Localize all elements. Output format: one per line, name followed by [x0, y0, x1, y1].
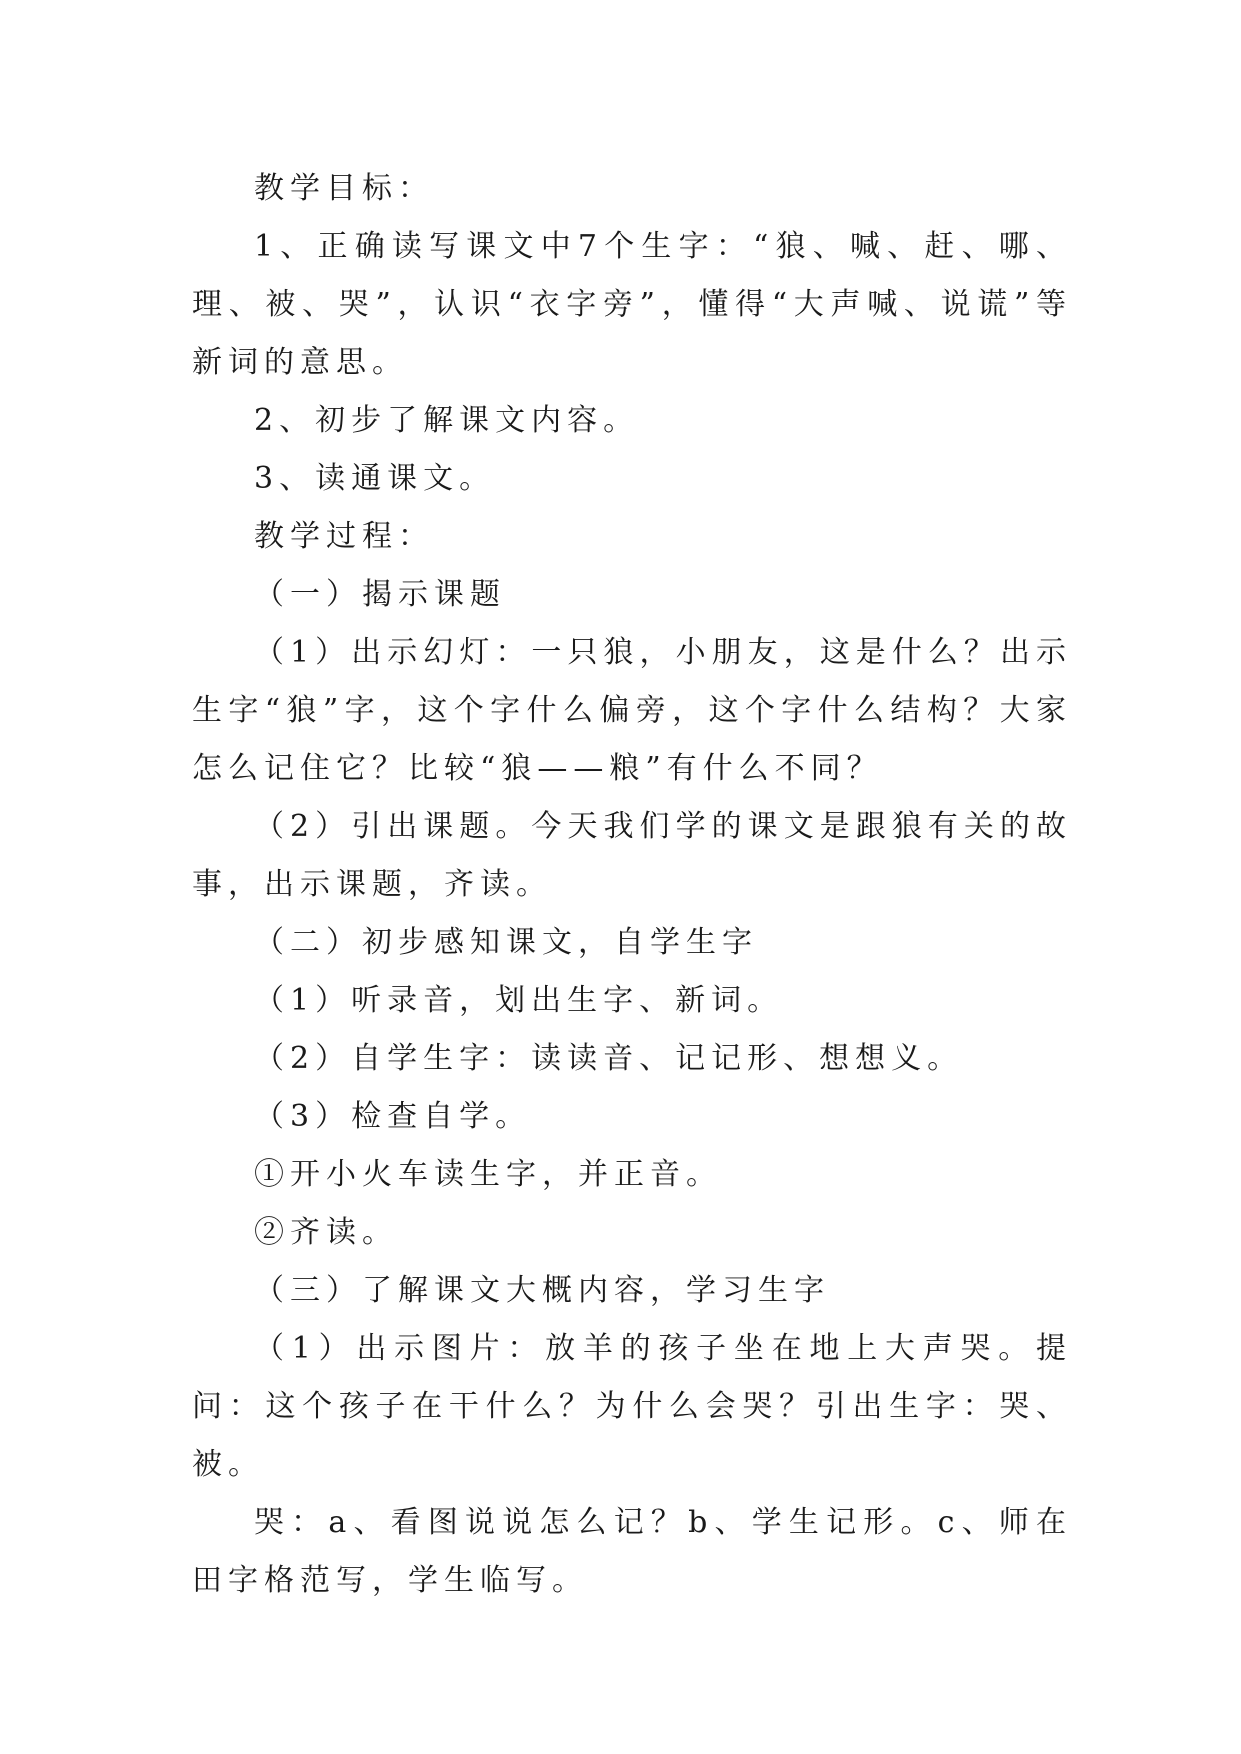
section-2-substep-2: ②齐读。	[254, 1215, 398, 1250]
heading-teaching-goals: 教学目标：	[254, 171, 434, 206]
section-2-substep-1: ①开小火车读生字，并正音。	[254, 1157, 722, 1192]
section-2-step-1: （1）听录音，划出生字、新词。	[254, 983, 784, 1018]
section-2-step-3: （3）检查自学。	[254, 1099, 532, 1134]
section-3-step-1: （1）出示图片：放羊的孩子坐在地上大声哭。提问：这个孩子在干什么？为什么会哭？引出生字：哭、被。	[192, 1331, 1072, 1482]
goal-item-1: 1、正确读写课文中7个生字：“狼、喊、赶、哪、理、被、哭”，认识“衣字旁”，懂得“大声喊、说谎”等新词的意思。	[192, 229, 1072, 380]
section-2-title: （二）初步感知课文，自学生字	[254, 925, 758, 960]
document-body	[192, 160, 1072, 1610]
heading-teaching-process: 教学过程：	[254, 519, 434, 554]
section-2-step-2: （2）自学生字：读读音、记记形、想想义。	[254, 1041, 964, 1076]
section-1-step-2: （2）引出课题。今天我们学的课文是跟狼有关的故事，出示课题，齐读。	[192, 809, 1072, 902]
section-1-step-1: （1）出示幻灯：一只狼，小朋友，这是什么？出示生字“狼”字，这个字什么偏旁，这个字什么结构？大家怎么记住它？比较“狼——粮”有什么不同？	[192, 635, 1072, 786]
section-3-title: （三）了解课文大概内容，学习生字	[254, 1273, 830, 1308]
goal-item-3: 3、读通课文。	[254, 461, 496, 496]
section-1-title: （一）揭示课题	[254, 577, 506, 612]
goal-item-2: 2、初步了解课文内容。	[254, 403, 640, 438]
section-3-character-note: 哭：a、看图说说怎么记？b、学生记形。c、师在田字格范写，学生临写。	[192, 1505, 1072, 1598]
